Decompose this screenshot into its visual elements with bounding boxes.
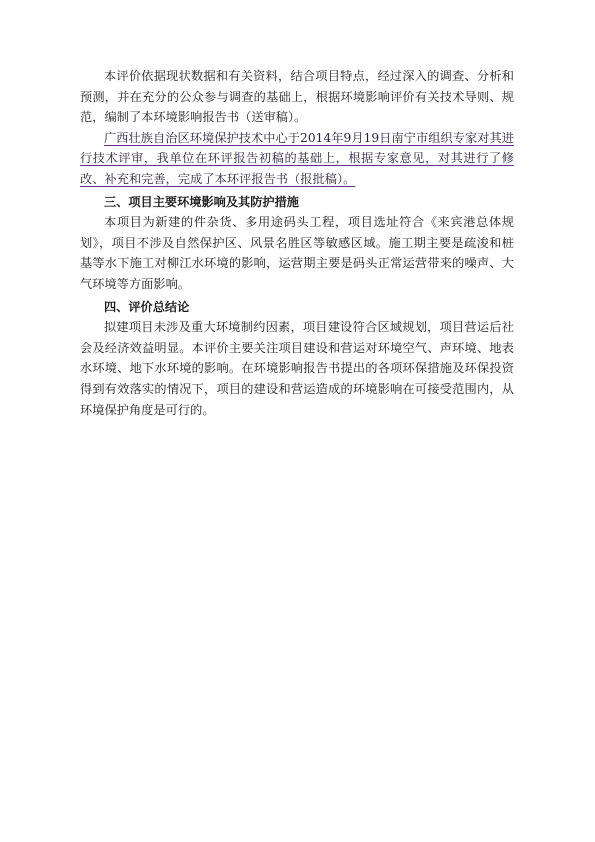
paragraph-impacts: 本项目为新建的件杂货、多用途码头工程，项目选址符合《来宾港总体规划》，项目不涉及自然保护区、风景名胜区等敏感区域。施工期主要是疏浚和桩基等水下施工对柳江水环境的影响，运营期主要是码头正常运营带来的噪声、大气环境等方面影响。 bbox=[80, 215, 514, 291]
paragraph-review: 广西壮族自治区环境保护技术中心于2014年9月19日南宁市组织专家对其进行技术评审，我单位在环评报告初稿的基础上，根据专家意见，对其进行了修改、补充和完善，完成了本环评报告书（报批稿）。 bbox=[80, 130, 514, 186]
section-heading-impacts: 三、项目主要环境影响及其防护措施 bbox=[104, 194, 299, 209]
section-heading-conclusion: 四、评价总结论 bbox=[104, 299, 190, 314]
paragraph-conclusion: 拟建项目未涉及重大环境制约因素，项目建设符合区域规划，项目营运后社会及经济效益明显。本评价主要关注项目建设和营运对环境空气、声环境、地表水环境、地下水环境的影响。在环境影响报告书提出的各项环保措施及环保投资得到有效落实的情况下，项目的建设和营运造成的环境影响在可接受范围内，从环境保护角度是可行的。 bbox=[80, 320, 514, 417]
document-body bbox=[80, 66, 514, 420]
paragraph-basis: 本评价依据现状数据和有关资料，结合项目特点，经过深入的调查、分析和预测，并在充分的公众参与调查的基础上，根据环境影响评价有关技术导则、规范，编制了本环境影响报告书（送审稿）。 bbox=[80, 69, 514, 125]
